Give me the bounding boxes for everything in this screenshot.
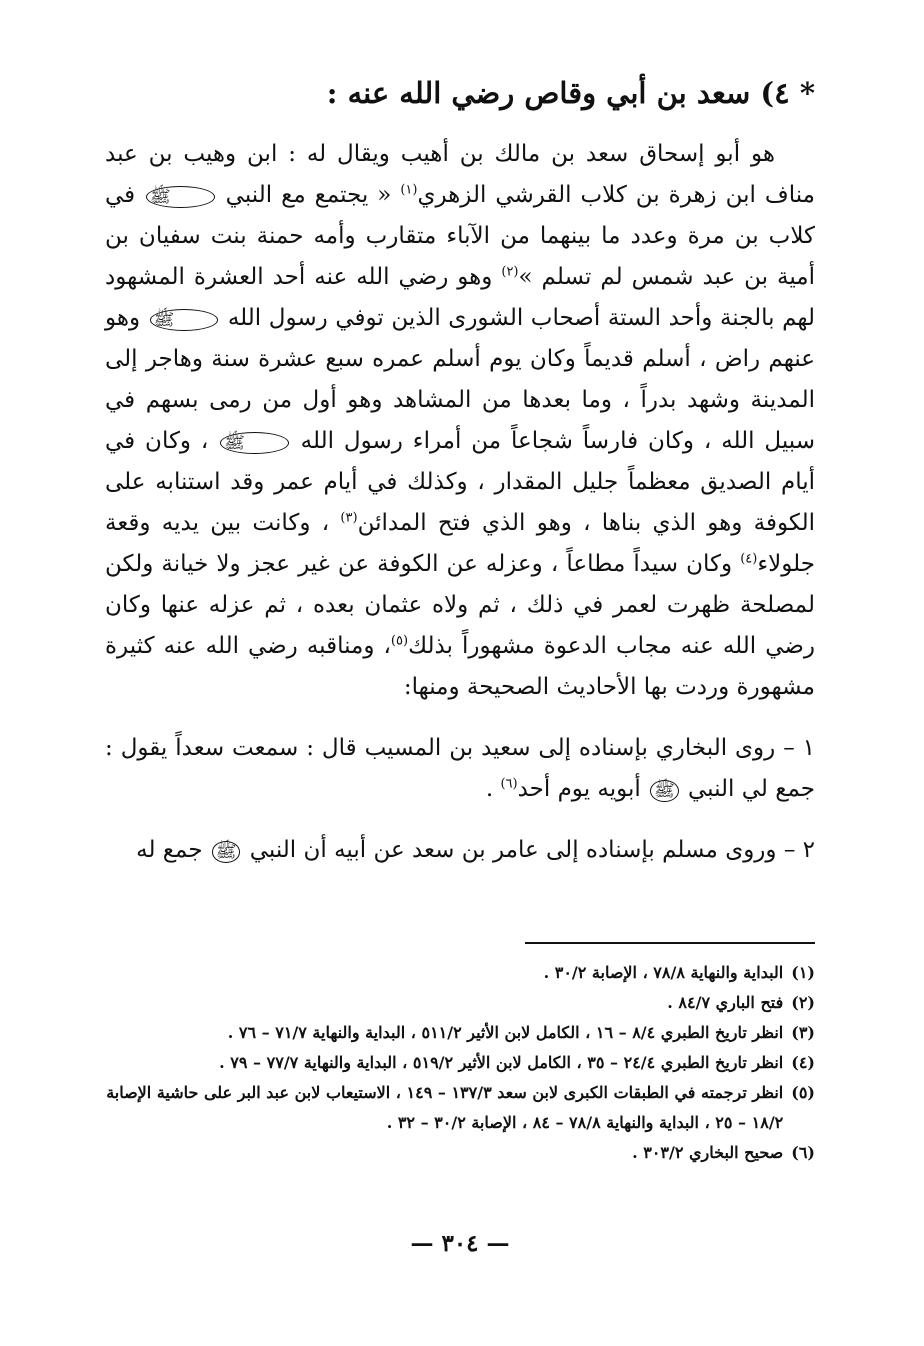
hadith-1-paragraph: [105, 728, 815, 810]
spacer: [105, 810, 815, 830]
salutation-icon: ﷺ: [212, 841, 241, 863]
footnote: [105, 958, 815, 988]
footnote: [105, 1018, 815, 1048]
text-run: وهو رضي الله عنه أحد العشرة المشهود لهم بالجنة وأحد الستة أصحاب الشورى الذين توفي رسول الله: [105, 264, 815, 331]
footnote: [105, 1048, 815, 1078]
text-run: هو أبو إسحاق سعد بن مالك بن أهيب ويقال له : ابن وهيب بن عبد مناف ابن زهرة بن كلاب القرشي الزهري: [105, 141, 815, 208]
footnote-text: انظر تاريخ الطبري ٢٤/٤ – ٣٥ ، الكامل لابن الأثير ٥١٩/٢ ، البداية والنهاية ٧٧/٧ – ٧٩ .: [219, 1053, 784, 1072]
footnote-text: انظر تاريخ الطبري ٨/٤ – ١٦ ، الكامل لابن الأثير ٥١١/٢ ، البداية والنهاية ٧١/٧ – ٧٦ .: [227, 1023, 784, 1042]
footnote: [105, 1078, 815, 1138]
footnotes: [105, 958, 815, 1168]
text-run: .: [485, 776, 501, 802]
salutation-icon: ﷺ: [150, 309, 219, 331]
text-run: وهو عنهم راض ، أسلم قديماً وكان يوم أسلم عمره سبع عشرة سنة وهاجر إلى المدينة وشهد بدراً ، وما بعدها من المشاهد وهو أول من رمى بسهم في سبيل الله ، وكان فارساً شجاعاً من أمراء رسول الله: [105, 305, 815, 454]
text-run: ١ – روى البخاري بإسناده إلى سعيد بن المسيب قال : سمعت سعداً يقول : جمع لي النبي: [105, 735, 815, 802]
footnote-number: (٤): [791, 1053, 815, 1072]
section-heading: * ٤) سعد بن أبي وقاص رضي الله عنه :: [326, 76, 815, 110]
spacer: [105, 708, 815, 728]
footnote-text: صحيح البخاري ٣٠٣/٢ .: [632, 1143, 784, 1162]
text-run: ، وكانت بين يديه وقعة جلولاء: [105, 510, 815, 577]
footnote-ref-6: (٦): [500, 776, 518, 792]
footnote-number: (٥): [791, 1083, 815, 1102]
footnote-number: (١): [791, 963, 815, 982]
footnote-text: البداية والنهاية ٧٨/٨ ، الإصابة ٣٠/٢ .: [543, 963, 784, 982]
footnote-number: (٢): [791, 993, 815, 1012]
text-run: ، ومناقبه رضي الله عنه كثيرة مشهورة وردت بها الأحاديث الصحيحة ومنها:: [105, 633, 815, 700]
footnote: [105, 988, 815, 1018]
footnote: [105, 1138, 815, 1168]
text-run: وكان سيداً مطاعاً ، وعزله عن الكوفة عن غير عجز ولا خيانة ولكن لمصلحة ظهرت لعمر في ذلك ، ثم ولاه عثمان بعده ، ثم عزله عنها وكان رضي الله عنه مجاب الدعوة مشهوراً بذلك: [105, 551, 815, 659]
footnote-ref-2: (٢): [501, 264, 519, 280]
footnote-text: انظر ترجمته في الطبقات الكبرى لابن سعد ١٣٧/٣ – ١٤٩ ، الاستيعاب لابن عبد البر على حاشية الإصابة ١٨/٢ – ٢٥ ، البداية والنهاية ٧٨/٨ – ٨٤ ، الإصابة ٣٠/٢ – ٣٢ .: [106, 1083, 784, 1132]
biography-paragraph: [105, 134, 815, 708]
text-run: جمع له: [136, 837, 210, 863]
text-run: ٢ – وروى مسلم بإسناده إلى عامر بن سعد عن أبيه أن النبي: [242, 837, 815, 863]
footnote-separator: [525, 942, 815, 944]
book-page: [105, 70, 815, 1300]
text-run: « يجتمع مع النبي: [216, 182, 401, 208]
footnote-ref-3: (٣): [340, 510, 358, 526]
footnote-ref-5: (٥): [390, 633, 409, 649]
footnote-number: (٣): [791, 1023, 815, 1042]
footnote-ref-1: (١): [400, 182, 418, 198]
footnote-ref-4: (٤): [740, 551, 758, 567]
hadith-2-paragraph: [105, 830, 815, 871]
salutation-icon: ﷺ: [650, 780, 679, 802]
salutation-icon: ﷺ: [220, 432, 289, 454]
salutation-icon: ﷺ: [146, 186, 215, 208]
text-run: في كلاب بن مرة وعدد ما بينهما من الآباء متقارب وأمه حمنة بنت سفيان بن أمية بن عبد شمس لم تسلم »: [105, 182, 815, 290]
text-run: أبويه يوم أحد: [517, 776, 649, 802]
footnote-number: (٦): [791, 1143, 815, 1162]
text-run: ، وكان في أيام الصديق معظماً جليل المقدار ، وكذلك في أيام عمر وقد استنابه على الكوفة وهو الذي بناها ، وهو الذي فتح المدائن: [105, 428, 815, 536]
page-number: — ٣٠٤ —: [410, 1230, 510, 1257]
footnote-text: فتح الباري ٨٤/٧ .: [667, 993, 784, 1012]
